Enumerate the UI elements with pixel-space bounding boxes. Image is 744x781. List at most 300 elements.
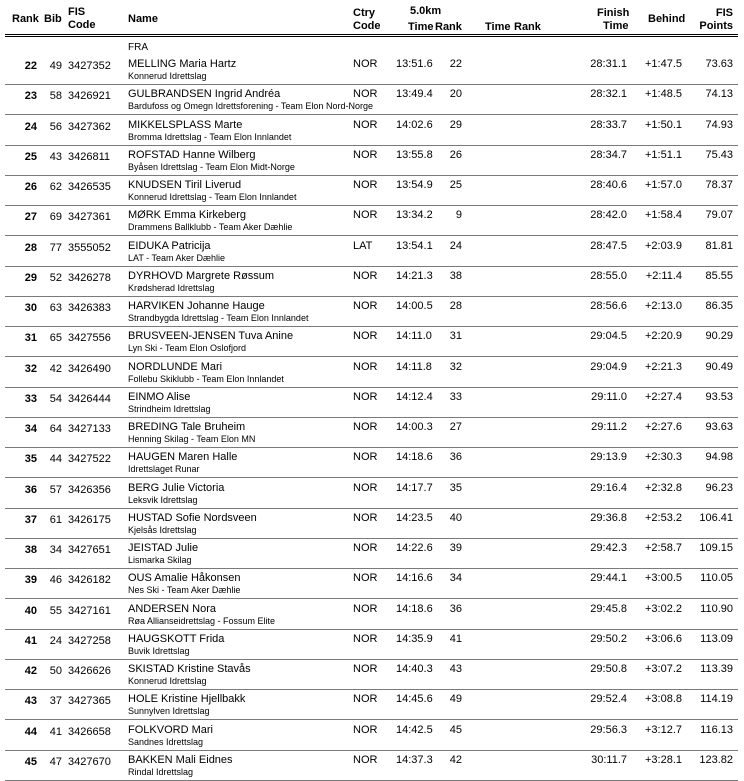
- table-row: [0, 206, 744, 236]
- fis-points: 93.53: [705, 390, 733, 403]
- athlete-name: BRUSVEEN-JENSEN Tuva Anine: [128, 330, 294, 343]
- col-ctry-2: Code: [353, 20, 381, 32]
- country-code: NOR: [353, 663, 378, 675]
- split-time: 14:37.3: [396, 753, 433, 766]
- split-rank: 33: [449, 390, 462, 403]
- athlete-name: MELLING Maria Hartz: [128, 58, 237, 70]
- previous-club-line: FRA: [128, 42, 148, 53]
- club-name: Kjelsås Idrettslag: [128, 524, 197, 535]
- split-time: 13:51.6: [396, 58, 433, 70]
- rank-cell: 43: [24, 695, 37, 708]
- fis-code-cell: 3426811: [68, 150, 111, 163]
- club-name: Idrettslaget Runar: [128, 464, 200, 475]
- split-time: 14:11.0: [396, 330, 432, 343]
- country-code: NOR: [353, 572, 378, 585]
- split-rank: 22: [449, 58, 462, 70]
- finish-time: 28:33.7: [590, 118, 627, 131]
- split-rank: 45: [449, 723, 462, 736]
- rank-cell: 24: [24, 120, 37, 133]
- finish-time: 29:45.8: [590, 602, 627, 615]
- split-time: 14:12.4: [396, 390, 433, 403]
- bib-cell: 43: [49, 150, 62, 163]
- rank-cell: 30: [24, 302, 37, 314]
- split-rank: 41: [449, 632, 462, 645]
- athlete-name: MIKKELSPLASS Marte: [128, 118, 243, 131]
- rank-cell: 29: [24, 271, 37, 284]
- country-code: NOR: [353, 360, 378, 373]
- rank-cell: 27: [24, 211, 37, 224]
- bib-cell: 55: [49, 604, 62, 617]
- bib-cell: 58: [49, 90, 62, 103]
- fis-code-cell: 3427133: [68, 423, 111, 435]
- athlete-name: KNUDSEN Tiril Liverud: [128, 179, 242, 191]
- col-points-2: Points: [699, 20, 733, 32]
- time-behind: +1:48.5: [644, 88, 682, 101]
- athlete-name: JEISTAD Julie: [128, 542, 199, 554]
- col-bib: Bib: [44, 13, 62, 25]
- country-code: NOR: [353, 269, 378, 282]
- athlete-name: BREDING Tale Bruheim: [128, 421, 246, 433]
- split-time: 13:54.9: [396, 179, 433, 191]
- bib-cell: 42: [49, 362, 62, 375]
- split-time: 14:35.9: [396, 632, 433, 645]
- split-rank: 38: [449, 269, 462, 282]
- split-time: 14:17.7: [396, 481, 433, 494]
- athlete-name: GULBRANDSEN Ingrid Andréa: [128, 88, 281, 101]
- rank-cell: 41: [24, 634, 37, 647]
- bib-cell: 62: [49, 181, 62, 193]
- finish-time: 29:11.0: [591, 390, 627, 403]
- athlete-name: FOLKVORD Mari: [128, 723, 213, 736]
- club-name: Buvik Idrettslag: [128, 645, 190, 656]
- table-row: [0, 539, 744, 569]
- finish-time: 29:13.9: [590, 451, 627, 464]
- athlete-name: HARVIKEN Johanne Hauge: [128, 300, 265, 312]
- time-behind: +2:11.4: [645, 269, 682, 282]
- fis-code-cell: 3426921: [68, 90, 111, 103]
- bib-cell: 37: [49, 695, 62, 708]
- split-rank: 36: [449, 602, 462, 615]
- time-behind: +2:13.0: [644, 300, 682, 312]
- club-name: LAT - Team Aker Dæhlie: [128, 252, 226, 263]
- fis-points: 113.09: [700, 632, 733, 645]
- athlete-name: ROFSTAD Hanne Wilberg: [128, 148, 256, 161]
- club-name: Konnerud Idrettslag: [128, 676, 207, 686]
- fis-points: 116.13: [700, 723, 733, 736]
- country-code: NOR: [353, 390, 378, 403]
- table-row: [0, 479, 744, 509]
- country-code: NOR: [353, 632, 378, 645]
- country-code: NOR: [353, 179, 378, 191]
- club-name: Henning Skilag - Team Elon MN: [128, 434, 256, 444]
- split-time: 14:18.6: [396, 451, 433, 464]
- fis-points: 74.93: [705, 118, 733, 131]
- finish-time: 29:36.8: [590, 511, 627, 524]
- split-rank: 49: [449, 693, 462, 706]
- athlete-name: DYRHOVD Margrete Røssum: [128, 269, 275, 282]
- time-behind: +2:20.9: [644, 330, 682, 343]
- split-rank: 42: [449, 753, 462, 766]
- bib-cell: 46: [49, 574, 62, 587]
- fis-code-cell: 3426278: [68, 271, 111, 284]
- country-code: NOR: [353, 148, 378, 161]
- fis-code-cell: 3427161: [68, 604, 111, 617]
- country-code: NOR: [353, 451, 378, 464]
- header-underline-2: [5, 36, 738, 37]
- col-behind: Behind: [648, 13, 686, 25]
- split-time: 14:23.5: [396, 511, 433, 524]
- club-name: Sandnes Idrettslag: [128, 736, 204, 747]
- club-name: Follebu Skiklubb - Team Elon Innlandet: [128, 373, 284, 384]
- split-rank: 36: [449, 451, 462, 464]
- club-name: Konnerud Idrettslag - Team Elon Innlandet: [128, 192, 297, 202]
- country-code: NOR: [353, 542, 378, 554]
- table-row: [0, 721, 744, 751]
- fis-points: 90.49: [705, 360, 733, 373]
- club-name: Lyn Ski - Team Elon Oslofjord: [128, 343, 247, 354]
- bib-cell: 49: [49, 60, 62, 72]
- col-rank: Rank: [12, 13, 39, 25]
- fis-points: 109.15: [699, 542, 733, 554]
- country-code: NOR: [353, 209, 378, 222]
- bib-cell: 57: [49, 483, 62, 496]
- table-row: [0, 267, 744, 297]
- table-row: [0, 116, 744, 146]
- fis-points: 114.19: [700, 693, 733, 706]
- split-time: 13:34.2: [396, 209, 433, 222]
- rank-cell: 28: [24, 241, 37, 254]
- fis-code-cell: 3427651: [68, 544, 111, 556]
- table-row: [0, 146, 744, 176]
- country-code: NOR: [353, 88, 378, 101]
- club-name: Bromma Idrettslag - Team Elon Innlandet: [128, 131, 292, 142]
- rank-cell: 42: [24, 665, 37, 677]
- fis-code-cell: 3427362: [68, 120, 111, 133]
- time-behind: +2:27.4: [644, 390, 682, 403]
- bib-cell: 54: [49, 392, 62, 405]
- fis-points: 78.37: [705, 179, 733, 191]
- bib-cell: 64: [49, 423, 62, 435]
- finish-time: 28:55.0: [590, 269, 627, 282]
- athlete-name: HOLE Kristine Hjellbakk: [128, 693, 246, 706]
- time-behind: +3:28.1: [644, 753, 682, 766]
- fis-code-cell: 3426383: [68, 302, 111, 314]
- fis-code-cell: 3426182: [68, 574, 111, 587]
- bib-cell: 65: [49, 332, 62, 345]
- country-code: LAT: [353, 239, 373, 252]
- club-name: Byåsen Idrettslag - Team Elon Midt-Norge: [128, 161, 295, 172]
- finish-time: 29:50.8: [590, 663, 627, 675]
- col-split-time: Time: [408, 21, 434, 33]
- fis-code-cell: 3426626: [68, 665, 111, 677]
- club-name: Strindheim Idrettslag: [128, 403, 211, 414]
- split-rank: 26: [449, 148, 462, 161]
- table-row: [0, 690, 744, 720]
- time-behind: +3:12.7: [644, 723, 682, 736]
- fis-code-cell: 3426356: [68, 483, 111, 496]
- split-rank: 34: [449, 572, 462, 585]
- fis-code-cell: 3427365: [68, 695, 111, 708]
- table-row: [0, 751, 744, 781]
- time-behind: +1:47.5: [644, 58, 682, 70]
- fis-code-cell: 3427670: [68, 755, 111, 768]
- time-behind: +3:06.6: [644, 632, 682, 645]
- country-code: NOR: [353, 58, 378, 70]
- rank-cell: 38: [24, 544, 37, 556]
- club-name: Rindal Idrettslag: [128, 766, 194, 777]
- club-name: Konnerud Idrettslag: [128, 71, 207, 81]
- finish-time: 29:04.9: [590, 360, 627, 373]
- fis-code-cell: 3426175: [68, 513, 111, 526]
- bib-cell: 61: [49, 513, 62, 526]
- table-row: [0, 237, 744, 267]
- rank-cell: 33: [24, 392, 37, 405]
- fis-code-cell: 3426490: [68, 362, 111, 375]
- split-time: 14:00.3: [396, 421, 433, 433]
- athlete-name: ANDERSEN Nora: [128, 602, 217, 615]
- finish-time: 28:40.6: [590, 179, 627, 191]
- split-time: 14:22.6: [396, 542, 433, 554]
- bib-cell: 69: [49, 211, 62, 224]
- fis-points: 74.13: [705, 88, 733, 101]
- finish-time: 29:11.2: [591, 421, 627, 433]
- rank-cell: 32: [24, 362, 37, 375]
- rank-cell: 26: [24, 181, 37, 193]
- split-time: 14:02.6: [396, 118, 433, 131]
- country-code: NOR: [353, 723, 378, 736]
- country-code: NOR: [353, 753, 378, 766]
- fis-points: 75.43: [705, 148, 733, 161]
- athlete-name: BAKKEN Mali Eidnes: [128, 753, 233, 766]
- time-behind: +2:32.8: [644, 481, 682, 494]
- club-name: Bardufoss og Omegn Idrettsforening - Team Elon Nord-Norge: [128, 101, 373, 112]
- header-underline: [5, 34, 738, 35]
- athlete-name: HAUGSKOTT Frida: [128, 632, 225, 645]
- club-name: Leksvik Idrettslag: [128, 494, 198, 505]
- split-time: 14:45.6: [396, 693, 433, 706]
- table-row: [0, 176, 744, 206]
- finish-time: 29:16.4: [590, 481, 627, 494]
- bib-cell: 77: [49, 241, 62, 254]
- split-time: 14:40.3: [396, 663, 433, 675]
- split-rank: 29: [449, 118, 462, 131]
- split-time: 13:54.1: [396, 239, 433, 252]
- split-rank: 9: [455, 209, 462, 222]
- finish-time: 28:32.1: [590, 88, 627, 101]
- fis-points: 79.07: [705, 209, 733, 222]
- athlete-name: BERG Julie Victoria: [128, 481, 225, 494]
- finish-time: 29:04.5: [590, 330, 627, 343]
- fis-points: 94.98: [705, 451, 733, 464]
- fis-code-cell: 3427352: [68, 60, 111, 72]
- bib-cell: 63: [49, 302, 62, 314]
- country-code: NOR: [353, 118, 378, 131]
- split-time: 14:16.6: [396, 572, 433, 585]
- finish-time: 29:50.2: [590, 632, 627, 645]
- fis-points: 81.81: [705, 239, 733, 252]
- split-rank: 31: [449, 330, 462, 343]
- rank-cell: 34: [24, 423, 37, 435]
- table-row: [0, 358, 744, 388]
- split-time: 14:18.6: [396, 602, 433, 615]
- col-ctry: Ctry: [353, 7, 376, 19]
- club-name: Lismarka Skilag: [128, 555, 192, 565]
- time-behind: +2:30.3: [644, 451, 682, 464]
- athlete-name: OUS Amalie Håkonsen: [128, 572, 241, 585]
- split-rank: 35: [449, 481, 462, 494]
- club-name: Nes Ski - Team Aker Dæhlie: [128, 585, 241, 596]
- bib-cell: 56: [49, 120, 62, 133]
- time-behind: +1:50.1: [644, 118, 682, 131]
- country-code: NOR: [353, 693, 378, 706]
- split-rank: 20: [449, 88, 462, 101]
- club-name: Drammens Ballklubb - Team Aker Dæhlie: [128, 222, 293, 233]
- athlete-name: HAUGEN Maren Halle: [128, 451, 238, 464]
- bib-cell: 41: [49, 725, 62, 738]
- athlete-name: NORDLUNDE Mari: [128, 360, 223, 373]
- time-behind: +1:58.4: [644, 209, 682, 222]
- split-time: 14:00.5: [396, 300, 433, 312]
- athlete-name: EINMO Alise: [128, 390, 191, 403]
- col-points: FIS: [715, 7, 733, 19]
- athlete-name: HUSTAD Sofie Nordsveen: [128, 511, 257, 524]
- split-rank: 43: [449, 663, 462, 675]
- table-row: [0, 569, 744, 599]
- country-code: NOR: [353, 421, 378, 433]
- country-code: NOR: [353, 300, 378, 312]
- fis-points: 73.63: [705, 58, 733, 70]
- table-row: [0, 448, 744, 478]
- fis-code-cell: 3427522: [68, 453, 111, 466]
- fis-points: 110.05: [700, 572, 733, 585]
- fis-points: 86.35: [705, 300, 733, 312]
- rank-cell: 45: [24, 755, 37, 768]
- fis-points: 113.39: [700, 663, 733, 675]
- fis-points: 90.29: [705, 330, 733, 343]
- rank-cell: 37: [24, 513, 37, 526]
- rank-cell: 25: [24, 150, 37, 163]
- table-row: [0, 388, 744, 418]
- table-row: [0, 297, 744, 327]
- table-row: [0, 630, 744, 660]
- table-row: [0, 600, 744, 630]
- bib-cell: 34: [49, 544, 62, 556]
- athlete-name: SKISTAD Kristine Stavås: [128, 663, 251, 675]
- time-behind: +3:08.8: [644, 693, 682, 706]
- col-split2-rank: Rank: [514, 21, 541, 33]
- table-row: [0, 55, 744, 85]
- split-time: 14:21.3: [396, 269, 433, 282]
- fis-code-cell: 3427556: [68, 332, 111, 345]
- fis-code-cell: 3426535: [68, 181, 111, 193]
- col-fis-code: FIS: [68, 6, 86, 18]
- country-code: NOR: [353, 511, 378, 524]
- split-rank: 40: [449, 511, 462, 524]
- finish-time: 28:56.6: [590, 300, 627, 312]
- finish-time: 29:52.4: [590, 693, 627, 706]
- bib-cell: 24: [49, 634, 62, 647]
- finish-time: 28:42.0: [590, 209, 627, 222]
- results-header: [0, 0, 744, 36]
- rank-cell: 40: [24, 604, 37, 617]
- fis-points: 96.23: [705, 481, 733, 494]
- fis-code-cell: 3555052: [68, 241, 111, 254]
- athlete-name: MØRK Emma Kirkeberg: [128, 209, 246, 222]
- split-rank: 39: [449, 542, 462, 554]
- split-time: 14:42.5: [396, 723, 433, 736]
- fis-points: 93.63: [705, 421, 733, 433]
- bib-cell: 47: [49, 755, 62, 768]
- split-time: 13:55.8: [396, 148, 433, 161]
- table-row: [0, 327, 744, 357]
- table-row: [0, 509, 744, 539]
- col-finish-2: Time: [603, 20, 629, 32]
- finish-time: 28:47.5: [590, 239, 627, 252]
- country-code: NOR: [353, 330, 378, 343]
- split-rank: 25: [449, 179, 462, 191]
- time-behind: +2:21.3: [644, 360, 682, 373]
- bib-cell: 52: [49, 271, 62, 284]
- bib-cell: 44: [49, 453, 62, 466]
- table-row: [0, 660, 744, 690]
- rank-cell: 31: [24, 332, 37, 345]
- time-behind: +2:53.2: [644, 511, 682, 524]
- club-name: Sunnylven Idrettslag: [128, 706, 210, 717]
- fis-points: 110.90: [700, 602, 733, 615]
- time-behind: +3:00.5: [644, 572, 682, 585]
- time-behind: +2:27.6: [644, 421, 682, 433]
- col-fis-code-2: Code: [68, 19, 96, 31]
- club-name: Krødsherad Idrettslag: [128, 282, 215, 293]
- table-row: [0, 85, 744, 115]
- fis-code-cell: 3426658: [68, 725, 111, 738]
- bib-cell: 50: [49, 665, 62, 677]
- finish-time: 29:42.3: [590, 542, 627, 554]
- col-finish: Finish: [597, 7, 630, 19]
- athlete-name: EIDUKA Patricija: [128, 239, 211, 252]
- time-behind: +3:07.2: [644, 663, 682, 675]
- time-behind: +3:02.2: [644, 602, 682, 615]
- rank-cell: 23: [24, 90, 37, 103]
- fis-points: 123.82: [699, 753, 733, 766]
- fis-code-cell: 3427361: [68, 211, 111, 224]
- fis-points: 106.41: [699, 511, 733, 524]
- rank-cell: 36: [24, 483, 37, 496]
- col-split-label: 5.0km: [410, 5, 442, 17]
- col-name: Name: [128, 13, 158, 25]
- finish-time: 29:44.1: [590, 572, 627, 585]
- split-rank: 32: [449, 360, 462, 373]
- split-rank: 24: [449, 239, 462, 252]
- fis-code-cell: 3426444: [68, 392, 111, 405]
- time-behind: +2:58.7: [644, 542, 682, 554]
- split-time: 14:11.8: [396, 360, 432, 373]
- time-behind: +2:03.9: [644, 239, 682, 252]
- finish-time: 28:31.1: [590, 58, 627, 70]
- club-name: Røa Allianseidrettslag - Fossum Elite: [128, 615, 276, 626]
- rank-cell: 39: [24, 574, 37, 587]
- rank-cell: 35: [24, 453, 37, 466]
- time-behind: +1:51.1: [644, 148, 682, 161]
- time-behind: +1:57.0: [644, 179, 682, 191]
- col-split-rank: Rank: [435, 21, 462, 33]
- split-rank: 27: [449, 421, 462, 433]
- fis-code-cell: 3427258: [68, 634, 111, 647]
- club-name: Strandbygda Idrettslag - Team Elon Innlandet: [128, 313, 309, 323]
- split-rank: 28: [449, 300, 462, 312]
- finish-time: 29:56.3: [590, 723, 627, 736]
- rank-cell: 22: [24, 60, 37, 72]
